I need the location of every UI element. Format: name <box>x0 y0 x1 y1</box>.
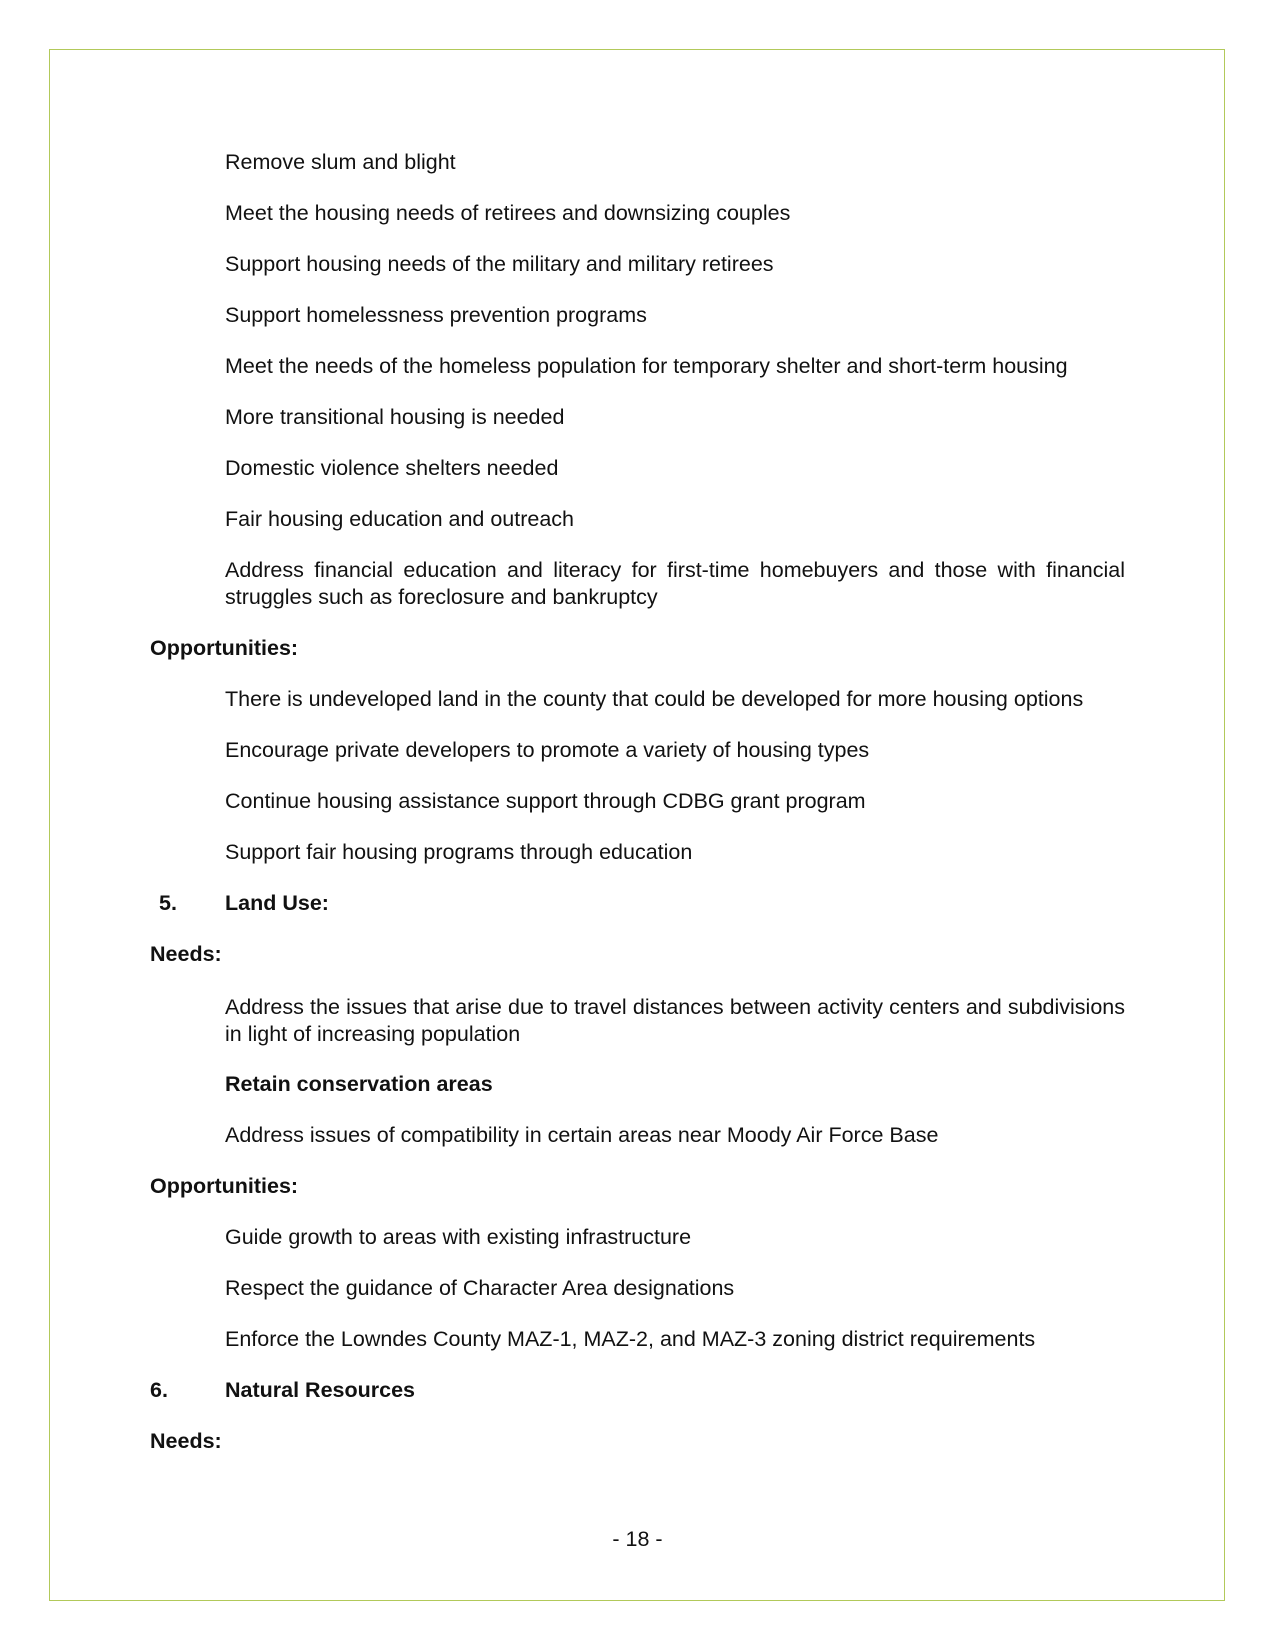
housing-need-item: Support homelessness prevention programs <box>225 303 647 327</box>
section-number: 6. <box>150 1378 168 1402</box>
housing-opportunity-item: Support fair housing programs through education <box>225 840 693 864</box>
land-use-need-item: Address issues of compatibility in certain areas near Moody Air Force Base <box>225 1123 939 1147</box>
housing-need-item: Meet the needs of the homeless population for temporary shelter and short-term housing <box>225 354 1068 378</box>
page-number: - 18 - <box>612 1527 663 1551</box>
housing-need-item: Meet the housing needs of retirees and downsizing couples <box>225 201 791 225</box>
housing-opportunity-item: There is undeveloped land in the county that could be developed for more housing options <box>225 687 1084 711</box>
housing-opportunity-item: Encourage private developers to promote a variety of housing types <box>225 738 870 762</box>
section-number: 5. <box>159 891 177 915</box>
land-use-opportunity-item: Guide growth to areas with existing infrastructure <box>225 1225 692 1249</box>
housing-need-item: Support housing needs of the military and military retirees <box>225 252 774 276</box>
housing-need-item: Domestic violence shelters needed <box>225 456 559 480</box>
opportunities-heading: Opportunities: <box>150 636 299 660</box>
housing-need-item: Fair housing education and outreach <box>225 507 575 531</box>
housing-need-item: Remove slum and blight <box>225 150 456 174</box>
land-use-need-item: Address the issues that arise due to travel distances between activity centers and subdivisions in light of increasing population <box>225 995 1125 1046</box>
land-use-opportunity-item: Enforce the Lowndes County MAZ-1, MAZ-2, and MAZ-3 zoning district requirements <box>225 1327 1036 1351</box>
opportunities-heading: Opportunities: <box>150 1174 299 1198</box>
section-title: Land Use: <box>225 891 329 915</box>
needs-heading: Needs: <box>150 942 222 966</box>
housing-opportunity-item: Continue housing assistance support through CDBG grant program <box>225 789 866 813</box>
housing-need-item: Address financial education and literacy for first-time homebuyers and those with financial struggles such as foreclosure and bankruptcy <box>225 558 1125 609</box>
needs-heading: Needs: <box>150 1429 222 1453</box>
section-title: Natural Resources <box>225 1378 415 1402</box>
housing-need-item: More transitional housing is needed <box>225 405 565 429</box>
land-use-opportunity-item: Respect the guidance of Character Area designations <box>225 1276 735 1300</box>
land-use-need-item: Retain conservation areas <box>225 1072 493 1096</box>
